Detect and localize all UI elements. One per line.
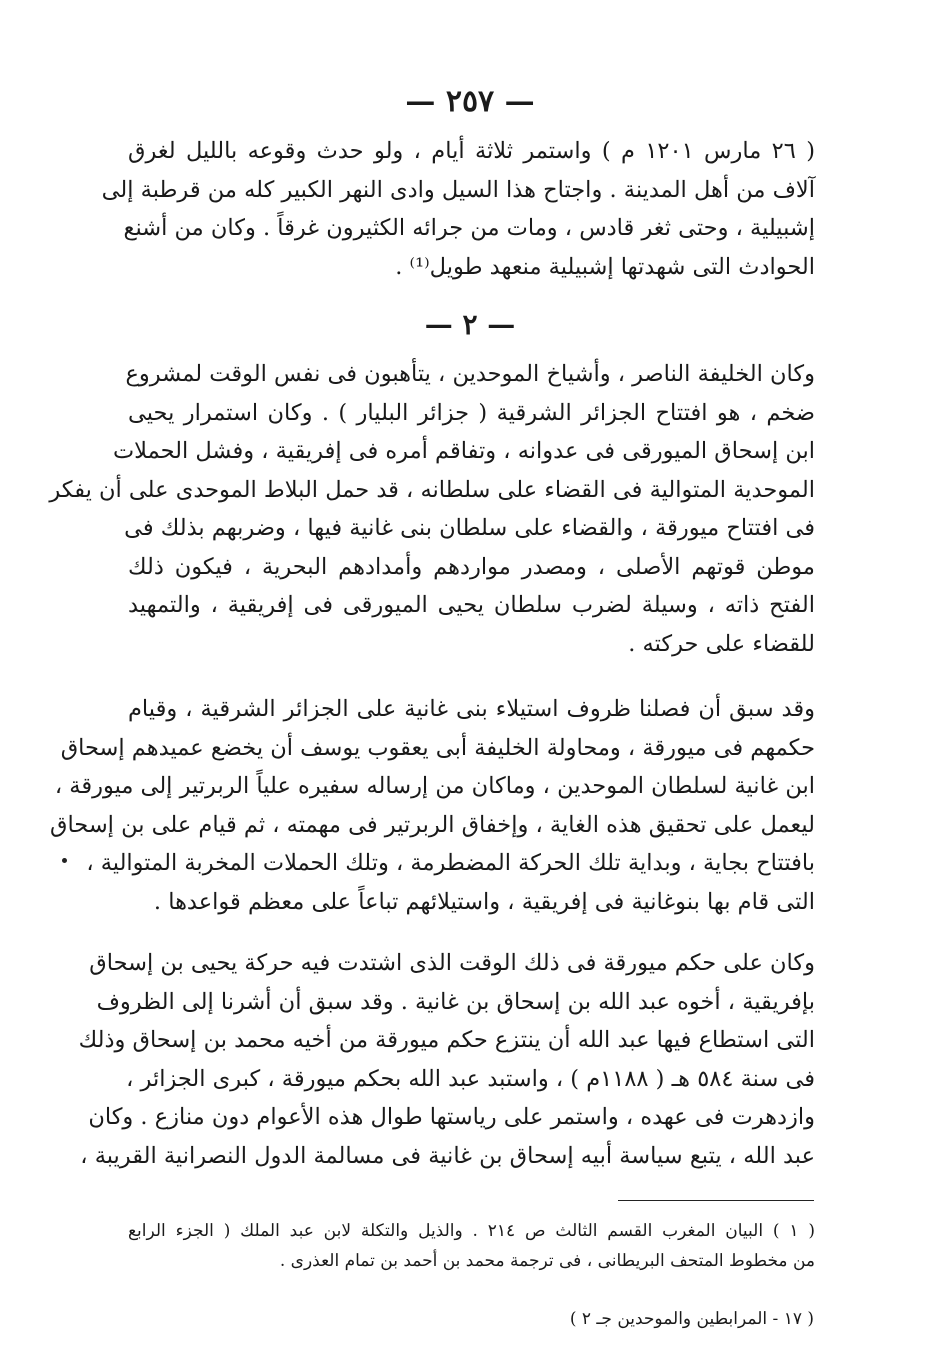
text-line: الفتح ذاته ، وسيلة لضرب سلطان يحيى الميورقى فى إفريقية ، والتمهيد [128, 592, 815, 618]
text-line: ( ٢٦ مارس ١٢٠١ م ) واستمر ثلاثة أيام ، ولو حدث وقوعه بالليل لغرق [128, 138, 815, 164]
paragraph-2 [49, 355, 815, 663]
text-line: ابن إسحاق الميورقى فى عدوانه ، وتفاقم أمره فى إفريقية ، وفشل الحملات [112, 438, 815, 464]
paragraph-3 [49, 690, 815, 921]
text-line: حكمهم فى ميورقة ، ومحاولة الخليفة أبى يعقوب يوسف أن يخضع عميدهم إسحاق [60, 734, 815, 761]
footnote-separator [618, 1200, 814, 1201]
section-number: — ٢ — [424, 308, 516, 341]
footnote [128, 1216, 815, 1276]
text-line: وقد سبق أن فصلنا ظروف استيلاء بنى غانية على الجزائر الشرقية ، وقيام [128, 696, 815, 722]
text-line: وكان على حكم ميورقة فى ذلك الوقت الذى اشتدت فيه حركة يحيى بن إسحاق [89, 950, 815, 976]
text-line: وكان الخليفة الناصر ، وأشياخ الموحدين ، يتأهبون فى نفس الوقت لمشروع [125, 361, 815, 387]
text-line: عبد الله ، يتبع سياسة أبيه إسحاق بن غانية فى مسالمة الدول النصرانية القريبة ، [80, 1142, 815, 1169]
paragraph-4 [78, 944, 815, 1175]
text-line: الحوادث التى شهدتها إشبيلية منعهد طويل⁽¹⁾ . [395, 253, 815, 280]
footnote-line: من مخطوط المتحف البريطانى ، فى ترجمة محمد بن أحمد بن تمام العذرى . [279, 1251, 815, 1271]
signature-mark: ( ١٧ - المرابطين والموحدين جـ ٢ ) [569, 1309, 814, 1329]
text-line: بافتتاح بجاية ، وبداية تلك الحركة المضطرمة ، وتلك الحملات المخربة المتوالية ، [86, 850, 815, 876]
text-line: وازدهرت فى عهده ، واستمر على رياستها طوال هذه الأعوام دون منازع . وكان [88, 1104, 815, 1130]
text-line: موطن قوتهم الأصلى ، ومصدر مواردهم وأمدادهم البحرية ، فيكون ذلك [128, 553, 815, 580]
text-line: إشبيلية ، وحتى ثغر قادس ، ومات من جرائه الكثيرون غرقاً . وكان من أشنع [123, 215, 815, 241]
footnote-line: ( ١ ) البيان المغرب القسم الثالث ص ٢١٤ . والذيل والتكلة لابن عبد الملك ( الجزء الرابع [128, 1221, 815, 1241]
text-line: فى سنة ٥٨٤ هـ ( ١١٨٨م ) ، واستبد عبد الله بحكم ميورقة ، كبرى الجزائر ، [126, 1065, 815, 1092]
text-line: فى افتتاح ميورقة ، والقضاء على سلطان بنى غانية فيها ، وضربهم بذلك فى [124, 515, 815, 541]
text-line: للقضاء على حركته . [628, 630, 815, 657]
text-line: آلاف من أهل المدينة . واجتاح هذا السيل وادى النهر الكبير كله من قرطبة إلى [101, 176, 815, 203]
text-line: ابن غانية لسلطان الموحدين ، وماكان من إرساله سفيره علياً الربرتير إلى ميورقة ، [54, 773, 815, 799]
text-line: الموحدية المتوالية فى القضاء على سلطانه ، قد حمل البلاط الموحدى على أن يفكر [49, 476, 815, 503]
margin-dot [62, 858, 67, 863]
text-line: ليعمل على تحقيق هذه الغاية ، وإخفاق الربرتير فى مهمته ، ثم قيام على بن إسحاق [49, 811, 815, 838]
text-line: ضخم ، هو افتتاح الجزائر الشرقية ( جزائر البليار ) . وكان استمرار يحيى [128, 399, 815, 426]
page-number: — ٢٥٧ — [405, 84, 535, 119]
text-line: بإفريقية ، أخوه عبد الله بن إسحاق بن غانية . وقد سبق أن أشرنا إلى الظروف [96, 988, 815, 1015]
text-line: التى استطاع فيها عبد الله أن ينتزع حكم ميورقة من أخيه محمد بن إسحاق وذلك [78, 1027, 815, 1053]
paragraph-1 [101, 132, 815, 286]
text-line: التى قام بها بنوغانية فى إفريقية ، واستيلائهم تباعاً على معظم قواعدها . [153, 888, 815, 915]
